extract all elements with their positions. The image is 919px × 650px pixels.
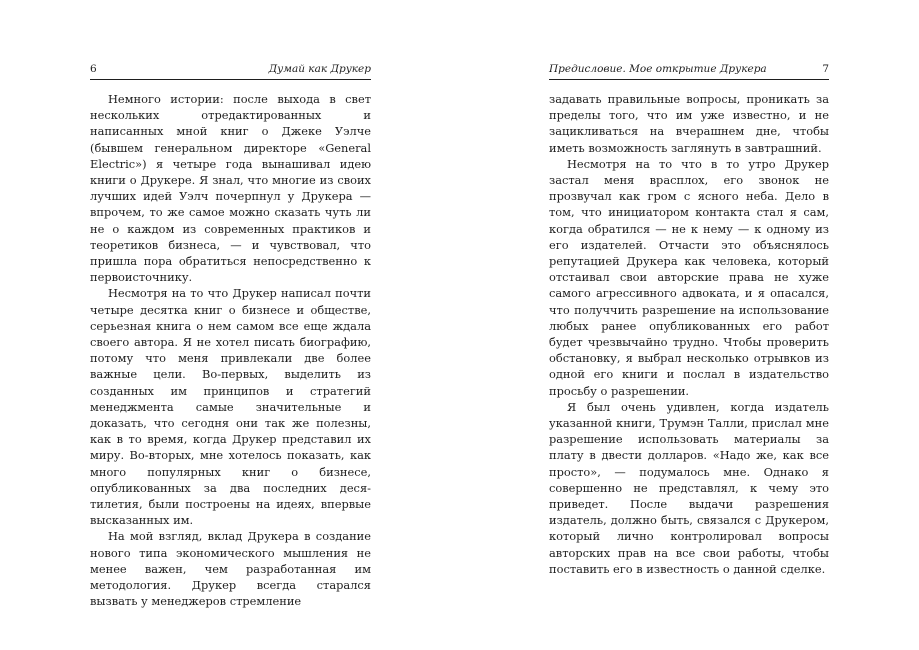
left-page-number: 6 [90, 63, 97, 75]
left-running-head [90, 63, 371, 80]
paragraph: Немного истории: после выхода в свет нескольких отредактированных и написанных мной книг о Джеке Уэлче (бывшем генеральном директоре «General Electric») я четыре года вынашивал идею книги о Друкере. Я знал, что многие из своих лучших идей Уэлч почерпнул у Друкера — впрочем, то же самое можно сказать чуть ли не о каждом из современных практиков и теоретиков бизнеса, — и чувствовал, что пришла пора обратиться непосредственно к первоисточнику. [90, 92, 371, 285]
right-page [460, 0, 919, 650]
right-running-title: Предисловие. Мое открытие Друкера [549, 63, 767, 75]
right-body-text [549, 91, 829, 577]
right-running-head [549, 63, 829, 80]
paragraph: Несмотря на то что в то утро Друкер застал меня врасплох, его звонок не прозвучал как гром с ясного неба. Дело в том, что инициатором контакта стал я сам, когда обратился — не к нему — к одному из его издателей. Отчасти это объяснялось репутацией Друкера как человека, который отстаивал свои авторские права не хуже самого агрессивного адвоката, и я опасался, что получчить разрешение на использование любых ранее опубликованных его работ будет чрезвычайно трудно. Чтобы проверить обстановку, я выбрал несколько отрывков из одной его книги и послал в издательство просьбу о разрешении. [549, 156, 829, 398]
left-body-text [90, 91, 371, 610]
right-page-number: 7 [822, 63, 829, 75]
left-running-title: Думай как Друкер [268, 63, 371, 75]
paragraph: задавать правильные вопросы, проникать за пределы того, что им уже известно, и не зацикливаться на вчерашнем дне, чтобы иметь возможность заглянуть в завтрашний. [549, 92, 829, 155]
paragraph: Я был очень удивлен, когда издатель указанной книги, Трумэн Талли, прислал мне разрешение использовать материалы за плату в двести долларов. «Надо же, как все просто», — подумалось мне. Однако я совершенно не представлял, к чему это приведет. После выдачи разрешения издатель, должно быть, связался с Друкером, который лично контролировал вопросы авторских прав на все свои работы, чтобы поставить его в известность о данной сделке. [549, 399, 829, 576]
paragraph: На мой взгляд, вклад Друкера в создание нового типа экономического мышления не менее важен, чем разработанная им методология. Друкер всегда старался вызвать у менеджеров стремление [90, 529, 371, 609]
paragraph: Несмотря на то что Друкер написал почти четыре десятка книг о бизнесе и обществе, серьезная книга о нем самом все еще ждала своего автора. Я не хотел писать биографию, потому что меня привлекали две более важные цели. Во-первых, выделить из созданных им принципов и стратегий менеджмента самые значительные и доказать, что сегодня они так же полезны, как в то время, когда Друкер представил их миру. Во-вторых, мне хотелось показать, как много популярных книг о бизнесе, опубликованных за два последних десятилетия, были построены на идеях, впервые высказанных им. [90, 286, 371, 528]
